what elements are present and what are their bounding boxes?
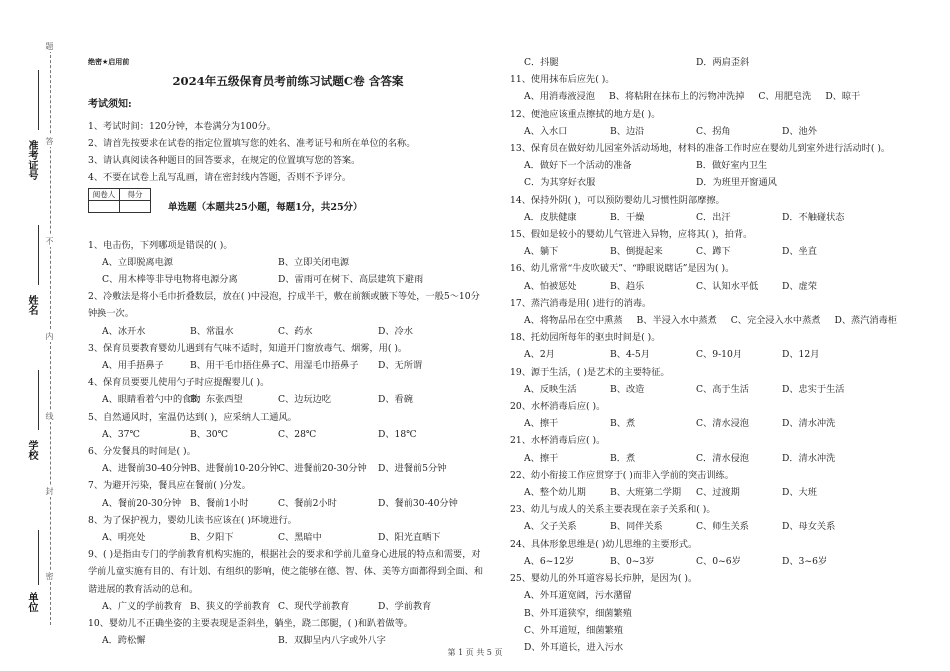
question-text: 5、自然通风时，室温仍达到( )，应采纳人工通风。 [88, 411, 297, 423]
answer-option[interactable]: D．两肩歪斜 [696, 57, 750, 68]
answer-option[interactable]: B、改造 [610, 383, 645, 395]
seal-text: 密 [45, 572, 54, 580]
answer-option[interactable]: A、6~12岁 [524, 555, 575, 567]
question-text: 12、便池应该重点擦拭的地方是( )。 [510, 108, 661, 120]
option-row [510, 54, 930, 71]
answer-option[interactable]: C、28℃ [278, 428, 317, 440]
question-text: 10、婴幼儿不正确坐姿的主要表现是歪斜坐，躺坐，跷二郎腿，( )和趴着做等。 [88, 618, 413, 630]
question-text: 7、为避开污染，餐具应在餐前( )分发。 [88, 480, 251, 492]
answer-option[interactable]: B、0~3岁 [610, 555, 655, 567]
question-text: 11、使用抹布后应先( )。 [510, 74, 615, 86]
answer-option[interactable]: A、擦干 [524, 418, 559, 430]
answer-option[interactable]: A、37℃ [102, 428, 140, 440]
seal-text: 封 [45, 487, 54, 495]
score-label: 得分 [120, 189, 151, 201]
answer-option[interactable]: B、立即关闭电源 [278, 256, 350, 268]
answer-option[interactable]: C、用肥皂洗 [758, 91, 812, 103]
option-row [510, 346, 930, 363]
name-label: 姓名 [26, 295, 37, 315]
question-text: 21、水杯消毒后应( )。 [510, 435, 606, 447]
question-text: 2、冷敷法是将小毛巾折叠数层，放在( )中浸泡，拧成半干，敷在前额或腋下等处，一般5～10分钟换一次。 [88, 291, 480, 320]
option-row [510, 123, 930, 140]
answer-option[interactable]: D、12月 [782, 349, 820, 361]
answer-option[interactable]: A、整个幼儿期 [524, 487, 586, 499]
option-row [510, 157, 930, 174]
answer-option[interactable]: C、外耳道短，细菌繁殖 [524, 624, 623, 636]
option-row [510, 415, 930, 432]
answer-option[interactable]: B、餐前1小时 [190, 497, 249, 509]
question-text: 18、托幼园所每年的驱虫时间是( )。 [510, 332, 661, 344]
option-row [510, 622, 930, 639]
question-text: 4、保育员要要儿使用勺子时应提醒婴儿( )。 [88, 377, 270, 389]
answer-option[interactable]: A、用消毒液浸泡 [524, 91, 595, 103]
answer-option[interactable]: C、拐角 [696, 125, 731, 137]
seal-text: 答 [45, 137, 54, 145]
answer-option[interactable]: D、进餐前5分钟 [378, 463, 447, 475]
answer-option[interactable]: C、过渡期 [696, 487, 740, 499]
option-row [510, 450, 930, 467]
answer-option[interactable]: D、蒸汽消毒柜 [834, 315, 897, 327]
option-row [510, 381, 930, 398]
answer-option[interactable]: B、4-5月 [610, 349, 650, 361]
right-column [510, 54, 930, 656]
option-row [510, 312, 930, 329]
answer-option[interactable]: B、将粘附在抹布上的污物冲洗掉 [608, 91, 745, 103]
option-row [88, 357, 488, 374]
option-row [88, 495, 488, 512]
admission-number-line [38, 70, 39, 130]
grader-field[interactable] [89, 201, 120, 213]
unit-line [38, 530, 39, 585]
answer-option[interactable]: B、用干毛巾捂住鼻子 [190, 360, 280, 372]
answer-option[interactable]: A、餐前20-30分钟 [102, 497, 182, 509]
answer-option[interactable]: B、东张西望 [190, 394, 243, 406]
answer-option[interactable]: C、9-10月 [696, 349, 743, 361]
answer-option[interactable]: A、外耳道宽阔，污水潴留 [524, 590, 632, 602]
answer-option[interactable]: B、30℃ [190, 428, 228, 440]
answer-option[interactable]: D、看碗 [378, 394, 413, 406]
answer-option[interactable]: A、眼睛看着勺中的食物 [102, 394, 201, 406]
answer-option[interactable]: A、广义的学前教育 [102, 600, 183, 612]
answer-option[interactable]: A、入水口 [524, 125, 568, 137]
option-row [510, 605, 930, 622]
answer-option[interactable]: D、雷雨可在树下、高层建筑下避雨 [278, 274, 424, 286]
option-row [510, 278, 930, 295]
answer-option[interactable]: D．清水冲洗 [782, 452, 836, 464]
question-text: 25、婴幼儿的外耳道容易长疖肿，是因为( )。 [510, 573, 698, 585]
option-row [88, 323, 488, 340]
answer-option[interactable]: A、立即脱离电源 [102, 256, 173, 268]
answer-option[interactable]: A、怕被惩处 [524, 280, 577, 292]
answer-option[interactable]: C、边玩边吃 [278, 394, 331, 406]
answer-option[interactable]: D．不触碰状态 [782, 211, 845, 223]
answer-option[interactable]: A、父子关系 [524, 521, 577, 533]
option-row [510, 484, 930, 501]
option-row [510, 553, 930, 570]
answer-option[interactable]: A．做好下一个活动的准备 [524, 160, 632, 172]
grader-label: 阅卷人 [89, 189, 120, 201]
answer-option[interactable]: C、认知水平低 [696, 280, 759, 292]
answer-option[interactable]: C、现代学前教育 [278, 600, 350, 612]
answer-option[interactable]: B、常温水 [190, 325, 234, 337]
school-label: 学校 [26, 440, 37, 460]
option-row [88, 426, 488, 443]
answer-option[interactable]: C．为其穿好衣服 [524, 177, 596, 189]
notice-item: 1、考试时间：120分钟，本卷满分为100分。 [88, 120, 276, 132]
answer-option[interactable]: D、18℃ [378, 428, 417, 440]
answer-option[interactable]: C、蹲下 [696, 246, 731, 258]
admission-number-label: 准考证号 [26, 140, 37, 180]
answer-option[interactable]: B．煮 [610, 452, 636, 464]
answer-option[interactable]: D、3~6岁 [782, 555, 828, 567]
answer-option[interactable]: D、母女关系 [782, 521, 836, 533]
seal-text: 线 [45, 412, 54, 420]
option-row [88, 598, 488, 615]
answer-option[interactable]: D、忠实于生活 [782, 383, 845, 395]
school-line [38, 370, 39, 430]
answer-option[interactable]: A．皮肤健康 [524, 211, 577, 223]
answer-option[interactable]: C、用湿毛巾捂鼻子 [278, 360, 359, 372]
answer-option[interactable]: C、高于生活 [696, 383, 749, 395]
answer-option[interactable]: B、倒提起来 [610, 246, 663, 258]
answer-option[interactable]: C、用木棒等非导电物将电源分离 [102, 274, 238, 286]
option-row [510, 174, 930, 191]
left-question-list [88, 237, 488, 650]
notice-item: 2、请首先按要求在试卷的指定位置填写您的姓名、准考证号和所在单位的名称。 [88, 137, 416, 149]
answer-option[interactable]: B、大班第二学期 [610, 487, 682, 499]
answer-option[interactable]: B、同伴关系 [610, 521, 663, 533]
question-text: 24、具体形象思维是( )幼儿思维的主要形式。 [510, 538, 698, 550]
answer-option[interactable]: A、2月 [524, 349, 555, 361]
question-text: 14、保持外阴( )，可以预防婴幼儿习惯性阴部摩擦。 [510, 194, 725, 206]
page-title: 2024年五级保育员考前练习试题C卷 含答案 [172, 74, 404, 89]
option-row [510, 587, 930, 604]
notice-item: 3、请认真阅读各种题目的回答要求，在规定的位置填写您的答案。 [88, 155, 361, 167]
left-column [88, 54, 488, 650]
question-text: 17、蒸汽消毒是用( )进行的消毒。 [510, 297, 652, 309]
answer-option[interactable]: C、清水浸泡 [696, 418, 749, 430]
option-row [510, 209, 930, 226]
name-line [38, 225, 39, 285]
option-row [510, 88, 930, 105]
option-row [88, 271, 488, 288]
answer-option[interactable]: B、半浸入水中蒸煮 [636, 315, 717, 327]
answer-option[interactable]: B．做好室内卫生 [696, 160, 768, 172]
answer-option[interactable]: C．出汗 [696, 211, 731, 223]
option-row [510, 243, 930, 260]
answer-option[interactable]: B、夕阳下 [190, 532, 234, 544]
answer-option[interactable]: C、餐前2小时 [278, 497, 337, 509]
answer-option[interactable]: D、池外 [782, 125, 817, 137]
question-text: 6、分发餐具的时间是( )。 [88, 446, 196, 458]
option-row [88, 254, 488, 271]
answer-option[interactable]: A、擦干 [524, 452, 559, 464]
answer-option[interactable]: A、明亮处 [102, 532, 146, 544]
seal-text: 题 [45, 42, 54, 50]
answer-option[interactable]: B、边沿 [610, 125, 645, 137]
answer-option[interactable]: A、反映生活 [524, 383, 577, 395]
unit-label: 单位 [26, 592, 37, 612]
answer-option[interactable]: A、将物品吊在空中熏蒸 [524, 315, 623, 327]
section-title: 单选题（本题共25小题，每题1分，共25分） [168, 202, 363, 214]
answer-option[interactable]: A、冰开水 [102, 325, 146, 337]
question-text: 20、水杯消毒后应( )。 [510, 401, 606, 413]
question-text: 15、假如是较小的婴幼儿气管进入异物，应将其( )，拍背。 [510, 229, 753, 241]
question-text: 13、保育员在做好幼儿园室外活动场地，材料的准备工作时应在婴幼儿到室外进行活动时( )。 [510, 143, 891, 155]
answer-option[interactable]: C．清水侵泡 [696, 452, 749, 464]
binding-margin [0, 40, 70, 625]
seal-text: 不 [45, 237, 54, 245]
score-field[interactable] [120, 201, 151, 213]
answer-option[interactable]: D、晾干 [825, 91, 861, 103]
option-row [510, 518, 930, 535]
question-text: 22、幼小衔接工作应贯穿于( )而非入学前的突击训练。 [510, 469, 734, 481]
answer-option[interactable]: D、坐直 [782, 246, 817, 258]
answer-option[interactable]: D、虚荣 [782, 280, 817, 292]
question-text: 3、保育员要教育婴幼儿遇到有气味不适时，知道开门窗放毒气、烟雾，用( )。 [88, 342, 408, 354]
answer-option[interactable]: D、无所谓 [378, 360, 423, 372]
secret-mark: 绝密★启用前 [88, 58, 130, 66]
answer-option[interactable]: D、外耳道长，进入污水 [524, 641, 624, 653]
answer-option[interactable]: B、进餐前10-20分钟 [190, 463, 279, 475]
answer-option[interactable]: D、阳光直晒下 [378, 532, 441, 544]
answer-option[interactable]: B、狭义的学前教育 [190, 600, 271, 612]
question-text: 16、幼儿常常“牛皮吹破天”、“睁眼说瞎话”是因为( )。 [510, 263, 735, 275]
answer-option[interactable]: C、师生关系 [696, 521, 749, 533]
answer-option[interactable]: A．跨松懈 [102, 635, 146, 647]
notice-item: 4、不要在试卷上乱写乱画，请在密封线内答题，否则不予评分。 [88, 172, 352, 184]
question-text: 8、为了保护视力，婴幼儿读书应该在( )环境进行。 [88, 514, 297, 526]
answer-option[interactable]: A、用手捂鼻子 [102, 360, 164, 372]
answer-option[interactable]: D、餐前30-40分钟 [378, 497, 458, 509]
answer-option[interactable]: B．干燥 [610, 211, 645, 223]
answer-option[interactable]: B、外耳道狭窄，细菌繁殖 [524, 607, 632, 619]
answer-option[interactable]: D、学前教育 [378, 600, 432, 612]
page-footer: 第 1 页 共 5 页 [447, 648, 503, 657]
seal-text: 内 [45, 332, 54, 340]
option-row [88, 529, 488, 546]
answer-option[interactable]: D、大班 [782, 487, 817, 499]
answer-option[interactable]: D、清水冲洗 [782, 418, 836, 430]
option-row [88, 391, 488, 408]
answer-option[interactable]: C、药水 [278, 325, 313, 337]
question-text: 1、电击伤，下列哪项是错误的( )。 [88, 239, 233, 251]
answer-option[interactable]: C．抖腿 [524, 57, 559, 68]
notice-heading: 考试须知: [88, 99, 132, 111]
answer-option[interactable]: C、黑暗中 [278, 532, 322, 544]
question-text: 19、源于生活，( )是艺术的主要特征。 [510, 366, 670, 378]
answer-option[interactable]: D．为班里开窗通风 [696, 177, 777, 189]
answer-option[interactable]: A、进餐前30-40分钟 [102, 463, 191, 475]
answer-option[interactable]: C、完全浸入水中蒸煮 [730, 315, 821, 327]
answer-option[interactable]: D、冷水 [378, 325, 413, 337]
answer-option[interactable]: C、进餐前20-30分钟 [278, 463, 367, 475]
option-row [88, 460, 488, 477]
answer-option[interactable]: C、0~6岁 [696, 555, 741, 567]
answer-option[interactable]: B、趋乐 [610, 280, 645, 292]
question-text: 9、( )是指由专门的学前教育机构实施的，根据社会的要求和学前儿童身心进展的特点和需要，对学前儿童实施有目的、有计划、有组织的影响，使之能够在德、智、体、美等方面都得到全面、和谐进展的教育活动的总和。 [88, 549, 484, 595]
question-text: 23、幼儿与成人的关系主要表现在亲子关系和( )。 [510, 504, 716, 516]
answer-option[interactable]: B．双脚呈内八字或外八字 [278, 635, 386, 647]
score-table [88, 188, 151, 213]
answer-option[interactable]: B、煮 [610, 418, 636, 430]
answer-option[interactable]: A、躺下 [524, 246, 559, 258]
